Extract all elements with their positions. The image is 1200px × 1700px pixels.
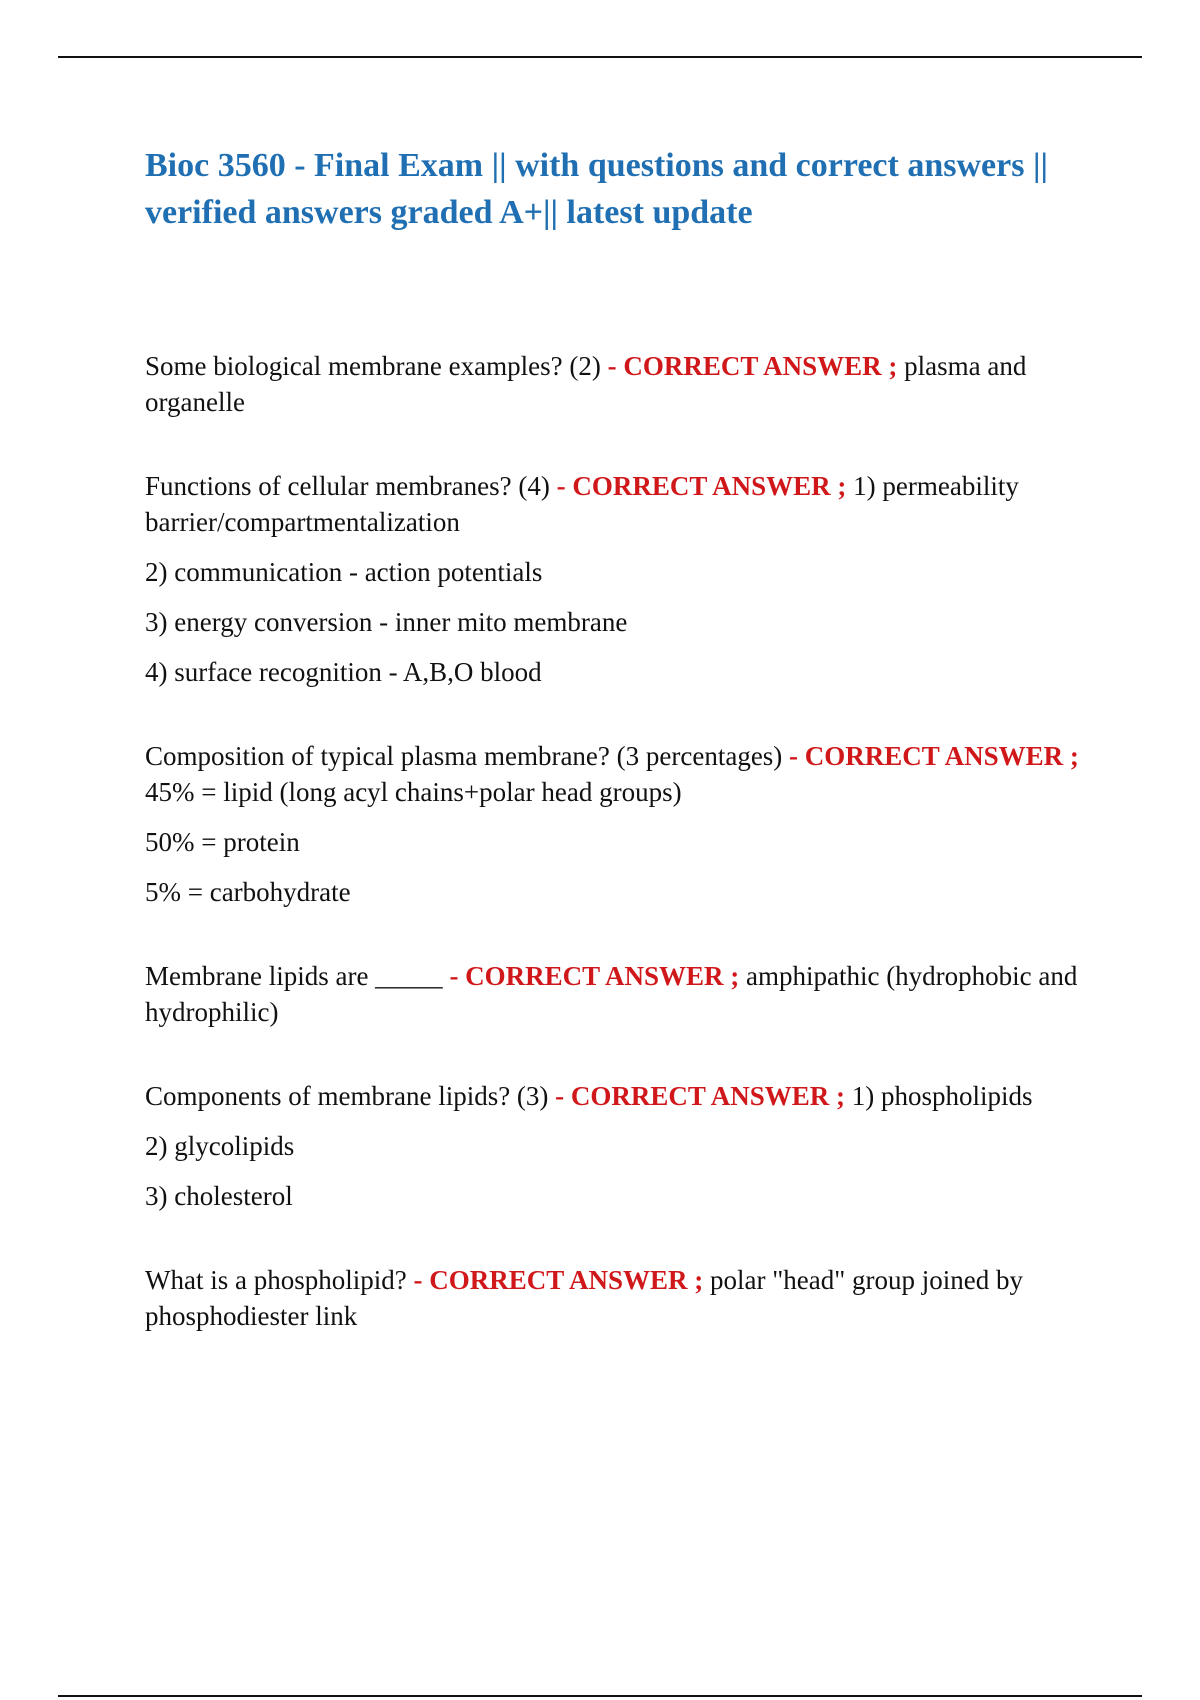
answer-line: 2) glycolipids xyxy=(145,1131,295,1161)
answer-text: amphipathic (hydrophobic and hydrophilic) xyxy=(145,961,1078,1027)
qa-item xyxy=(145,1262,1095,1334)
question-text: Membrane lipids are _____ xyxy=(145,961,443,991)
question-text: Composition of typical plasma membrane? (3 percentages) xyxy=(145,741,783,771)
correct-answer-marker: - CORRECT ANSWER ; xyxy=(449,961,740,991)
qa-item xyxy=(145,738,1095,910)
answer-line: 4) surface recognition - A,B,O blood xyxy=(145,657,542,687)
qa-line xyxy=(145,738,1095,810)
correct-answer-marker: - CORRECT ANSWER ; xyxy=(789,741,1079,771)
answer-line: 3) cholesterol xyxy=(145,1181,293,1211)
question-text: Components of membrane lipids? (3) xyxy=(145,1081,549,1111)
qa-item xyxy=(145,1078,1095,1214)
answer-text: 1) permeability barrier/compartmentalization xyxy=(145,471,1019,537)
answer-text: plasma and organelle xyxy=(145,351,1027,417)
qa-item xyxy=(145,348,1095,420)
answer-line: 5% = carbohydrate xyxy=(145,877,351,907)
qa-list xyxy=(145,348,1095,1334)
qa-line xyxy=(145,348,1095,420)
qa-line xyxy=(145,958,1095,1030)
qa-line xyxy=(145,468,1095,540)
qa-item xyxy=(145,468,1095,690)
qa-item xyxy=(145,958,1095,1030)
answer-text: 45% = lipid (long acyl chains+polar head groups) xyxy=(145,777,682,807)
question-text: Functions of cellular membranes? (4) xyxy=(145,471,550,501)
question-text: What is a phospholipid? xyxy=(145,1265,407,1295)
answer-line: 3) energy conversion - inner mito membrane xyxy=(145,607,628,637)
correct-answer-marker: - CORRECT ANSWER ; xyxy=(555,1081,845,1111)
document-body xyxy=(145,142,1095,1382)
qa-line xyxy=(145,1262,1095,1334)
answer-text: polar "head" group joined by phosphodiester link xyxy=(145,1265,1023,1331)
answer-line: 2) communication - action potentials xyxy=(145,557,543,587)
document-title: Bioc 3560 - Final Exam || with questions and correct answers || verified answers graded A+|| latest update xyxy=(145,147,1048,231)
correct-answer-marker: - CORRECT ANSWER ; xyxy=(413,1265,704,1295)
qa-line xyxy=(145,1078,1095,1114)
top-rule xyxy=(58,56,1142,58)
answer-text: 1) phospholipids xyxy=(851,1081,1033,1111)
answer-line: 50% = protein xyxy=(145,827,300,857)
correct-answer-marker: - CORRECT ANSWER ; xyxy=(556,471,847,501)
bottom-rule xyxy=(58,1695,1142,1697)
correct-answer-marker: - CORRECT ANSWER ; xyxy=(607,351,898,381)
question-text: Some biological membrane examples? (2) xyxy=(145,351,601,381)
